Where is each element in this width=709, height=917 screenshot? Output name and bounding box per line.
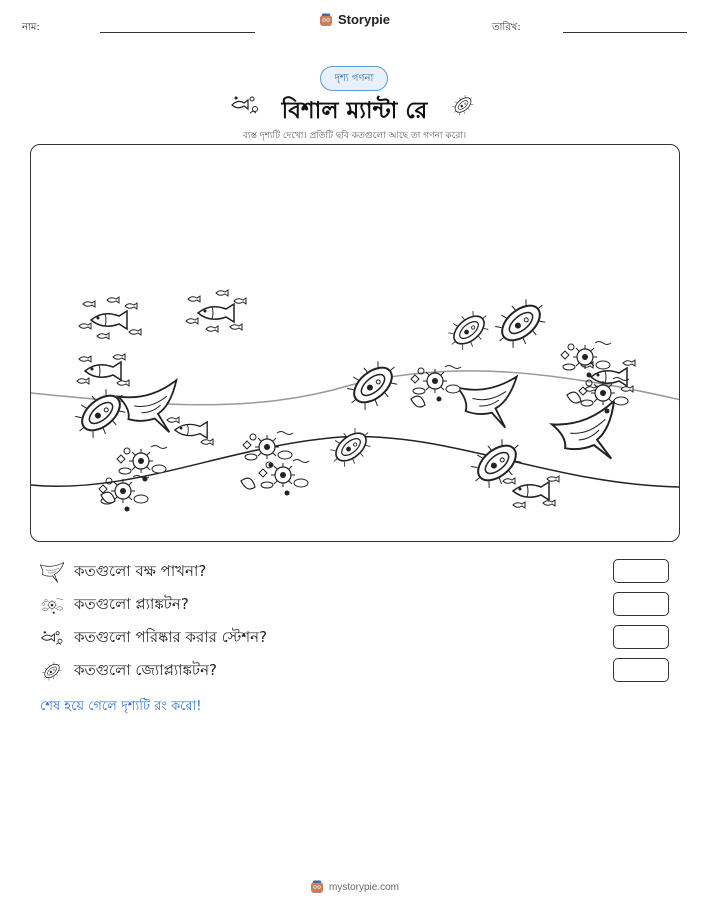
question-text: কতগুলো বক্ষ পাখনা? (74, 561, 207, 580)
answer-box[interactable] (613, 625, 669, 649)
date-label: তারিখ: (492, 22, 521, 33)
footer-url[interactable]: mystorypie.com (328, 881, 399, 893)
question-row (40, 625, 267, 651)
fish-school (77, 354, 129, 386)
fish-school (79, 297, 141, 339)
category-badge: দৃশ্য গণনা (320, 66, 388, 91)
answer-box[interactable] (613, 559, 669, 583)
manta-ray (550, 401, 628, 471)
name-line[interactable] (100, 32, 255, 33)
closing-instruction: শেষ হয়ে গেলে দৃশ্যটি রং করো! (40, 699, 202, 714)
scene-illustration (31, 145, 680, 542)
leaf (101, 492, 115, 503)
name-label: নাম: (22, 22, 40, 33)
date-line[interactable] (563, 32, 687, 33)
plankton-icon (40, 593, 64, 617)
leaf (241, 478, 255, 489)
ocean-scene (30, 144, 680, 542)
brand (0, 12, 709, 27)
question-text: কতগুলো পরিষ্কার করার স্টেশন? (74, 627, 268, 646)
question-row (40, 592, 189, 618)
plankton-cluster (259, 460, 309, 496)
mascot-icon (310, 880, 324, 894)
question-row (40, 658, 217, 684)
zooplankton (67, 380, 134, 445)
zooplankton (487, 290, 554, 355)
footer (0, 880, 709, 894)
instructions: ব্যস্ত দৃশ্যটি দেখো। প্রতিটি ছবি কতগুলো আছে তা গণনা করো। (242, 131, 467, 141)
fish-school (503, 476, 559, 508)
answer-box[interactable] (613, 658, 669, 682)
question-text: কতগুলো জ্যোপ্ল্যাঙ্কটন? (74, 660, 217, 679)
cleaning-station-icon (40, 626, 64, 650)
manta-ray (457, 376, 521, 431)
page-title: বিশাল ম্যান্টা রে (281, 98, 428, 124)
zooplankton (442, 304, 496, 356)
leaf (567, 392, 581, 403)
question-row (40, 559, 206, 585)
fish-school (186, 290, 246, 332)
zooplankton-icon (451, 93, 475, 117)
brand-name: Storypie (337, 12, 390, 27)
zooplankton-icon (40, 659, 64, 683)
zooplankton (324, 421, 378, 473)
question-text: কতগুলো প্ল্যাঙ্কটন? (74, 594, 189, 613)
leaf (411, 396, 425, 407)
manta-ray-icon (40, 560, 64, 584)
mascot-icon (319, 13, 333, 27)
fish-school (167, 417, 213, 445)
answer-box[interactable] (613, 592, 669, 616)
